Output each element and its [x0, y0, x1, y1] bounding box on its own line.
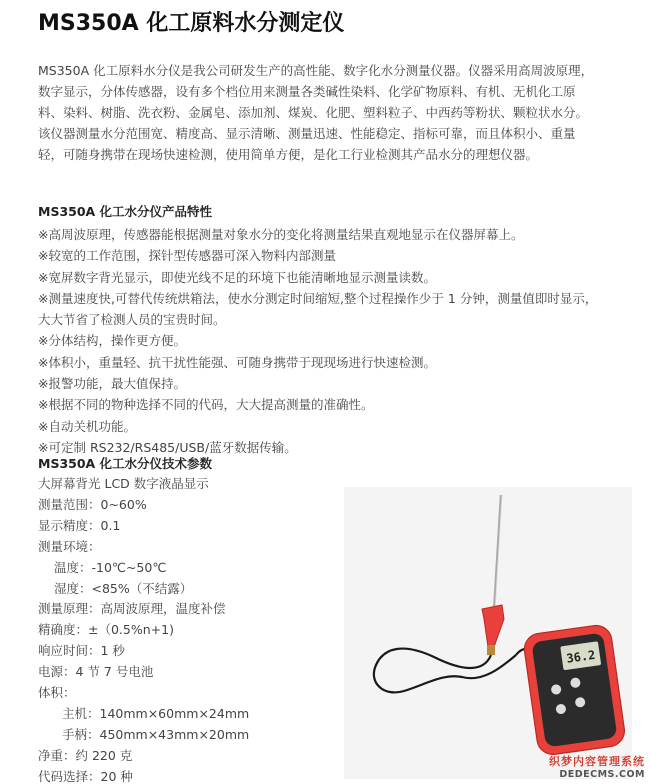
moisture-meter-illustration — [344, 487, 632, 779]
feature-item: ※测量速度快,可替代传统烘箱法，使水分测定时间缩短,整个过程操作少于 1 分钟，测量值即时显示，大大节省了检测人员的宝贵时间。 — [38, 290, 598, 328]
feature-item: ※宽屏数字背光显示，即使光线不足的环境下也能清晰地显示测量读数。 — [38, 269, 436, 285]
spec-principle: 测量原理：高周波原理，温度补偿 — [38, 601, 226, 617]
spec-temperature: 温度：-10℃~50℃ — [54, 559, 167, 575]
meter-body — [522, 623, 626, 756]
feature-item: ※根据不同的物种选择不同的代码，大大提高测量的准确性。 — [38, 397, 374, 413]
spec-power: 电源：4 节 7 号电池 — [38, 664, 154, 680]
feature-item: ※较宽的工作范围，探针型传感器可深入物料内部测量 — [38, 248, 336, 264]
lcd-reading: 36.2 — [565, 647, 597, 666]
feature-item: ※高周波原理，传感器能根据测量对象水分的变化将测量结果直观地显示在仪器屏幕上。 — [38, 227, 524, 242]
spec-humidity: 湿度：<85%（不结露） — [54, 580, 193, 596]
feature-item: ※分体结构，操作更方便。 — [38, 333, 186, 349]
watermark-title: 织梦内容管理系统 — [549, 755, 645, 768]
spec-accuracy: 精确度：±（0.5%n+1) — [38, 622, 174, 638]
spec-resolution: 显示精度：0.1 — [38, 517, 121, 533]
specs-heading: MS350A 化工水分仪技术参数 — [38, 456, 213, 471]
watermark-domain: DEDECMS.COM — [559, 769, 645, 780]
spec-environment-label: 测量环境： — [38, 538, 101, 554]
spec-weight: 净重：约 220 克 — [38, 747, 133, 763]
feature-item: ※体积小，重量轻、抗干扰性能强、可随身携带于现现场进行快速检测。 — [38, 354, 436, 370]
spec-response-time: 响应时间：1 秒 — [38, 643, 125, 659]
intro-paragraph: MS350A 化工原料水分仪是我公司研发生产的高性能、数字化水分测量仪器。仪器采用高周波原理，数字显示，分体传感器，设有多个档位用来测量各类碱性染料、化学矿物原料、有机、无机化工原料、染料、树脂、洗衣粉、金属皂、添加剂、煤炭、化肥、塑料粒子、中西药等粉状、颗粒状水分。该仪器测量水分范围宽、精度高、显示清晰、测量迅速、性能稳定、指标可靠，而且体积小、重量轻，可随身携带在现场快速检测，使用简单方便，是化工行业检测其产品水分的理想仪器。 — [38, 63, 594, 162]
specs-list — [38, 474, 338, 784]
spec-range: 测量范围：0~60% — [38, 496, 147, 512]
spec-handle-size: 手柄：450mm×43mm×20mm — [62, 726, 250, 742]
features-heading: MS350A 化工水分仪产品特性 — [38, 204, 213, 219]
spec-display: 大屏幕背光 LCD 数字液晶显示 — [38, 476, 209, 491]
spec-volume-label: 体积： — [38, 685, 76, 701]
spec-main-unit-size: 主机：140mm×60mm×24mm — [62, 705, 250, 721]
feature-item: ※自动关机功能。 — [38, 418, 136, 434]
probe-connector — [487, 645, 495, 655]
spec-code-selection: 代码选择：20 种 — [38, 768, 133, 784]
features-list — [38, 224, 608, 458]
page-title: MS350A 化工原料水分测定仪 — [38, 11, 345, 36]
feature-item: ※可定制 RS232/RS485/USB/蓝牙数据传输。 — [38, 439, 297, 455]
product-photo — [344, 487, 632, 779]
feature-item: ※报警功能，最大值保持。 — [38, 376, 186, 392]
